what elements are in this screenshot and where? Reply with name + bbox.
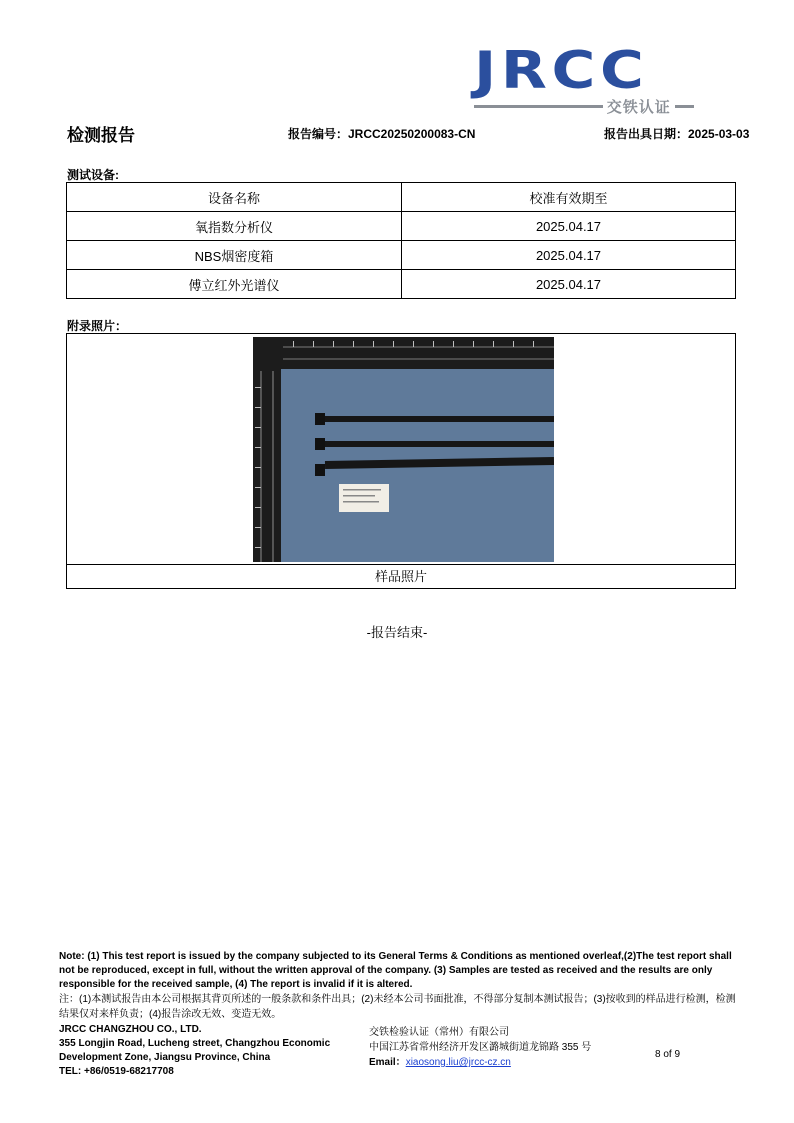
photo-caption: 样品照片: [374, 569, 427, 584]
sample-photo: [253, 337, 554, 562]
report-title: 检测报告: [67, 126, 135, 145]
equipment-name-cell: 傅立红外光谱仪: [67, 270, 402, 299]
logo-letters: JRCC: [474, 41, 649, 101]
report-number: 报告编号：JRCC20250200083-CN: [288, 127, 476, 141]
equipment-name-cell: 氧指数分析仪: [67, 212, 402, 241]
address-chinese: 中国江苏省常州经济开发区潞城街道龙锦路 355 号: [369, 1042, 592, 1053]
logo-subtitle: 交铁认证: [606, 97, 671, 116]
calibration-date-cell: 2025.04.17: [402, 270, 736, 299]
company-name-chinese: 交铁检验认证（常州）有限公司: [369, 1027, 509, 1038]
telephone: TEL: +86/0519-68217708: [59, 1066, 174, 1077]
sample-label: [339, 484, 389, 512]
email-row: [369, 1055, 629, 1070]
photo-table: [66, 333, 736, 589]
table-row: [67, 212, 736, 241]
footer-address-chinese: [369, 1025, 629, 1070]
equipment-name-cell: NBS烟密度箱: [67, 241, 402, 270]
calibration-date-cell: 2025.04.17: [402, 212, 736, 241]
report-issue-date: 报告出具日期：2025-03-03: [604, 127, 750, 141]
logo-rule-right: [675, 105, 694, 108]
photos-section-label: 附录照片：: [67, 319, 128, 333]
page-number: 8 of 9: [655, 1049, 681, 1060]
equipment-section-label: 测试设备:: [67, 168, 119, 182]
report-end-marker: -报告结束-: [366, 625, 428, 640]
ruler-top: [253, 337, 554, 369]
address-english: 355 Longjin Road, Lucheng street, Changzhou Economic Development Zone, Jiangsu Province, China: [59, 1038, 331, 1063]
footer-note-chinese: 注：(1)本测试报告由本公司根据其背页所述的一般条款和条件出具；(2)未经本公司书面批准，不得部分复制本测试报告；(3)按收到的样品进行检测，检测结果仅对来样负责；(4)报告涂改无效、变造无效。: [59, 994, 736, 1020]
table-row: [67, 241, 736, 270]
ruler-left: [253, 337, 281, 562]
equipment-table: [66, 182, 736, 299]
table-header-row: [67, 183, 736, 212]
calibration-date-cell: 2025.04.17: [402, 241, 736, 270]
company-logo: [474, 41, 694, 118]
company-name-english: JRCC CHANGZHOU CO., LTD.: [59, 1024, 202, 1035]
photo-cell: [67, 334, 735, 565]
email-link[interactable]: xiaosong.liu@jrcc-cz.cn: [405, 1057, 511, 1068]
logo-rule-left: [474, 105, 603, 108]
footer-address-english: [59, 1023, 359, 1079]
column-header-calibration-date: 校准有效期至: [402, 183, 736, 212]
column-header-equipment-name: 设备名称: [67, 183, 402, 212]
table-row: [67, 270, 736, 299]
footer-note-english: Note: (1) This test report is issued by the company subjected to its General Terms & Conditions as mentioned overleaf,(2)The test report shall not be reproduced, except in full, without the written approval of the company. (3) Samples are tested as received and the results are only responsible for the received sample, (4) The report is invalid if it is altered.: [59, 951, 732, 990]
logo-subtitle-row: [474, 98, 694, 114]
email-label: Email：: [369, 1057, 406, 1068]
photo-background: [253, 337, 554, 562]
